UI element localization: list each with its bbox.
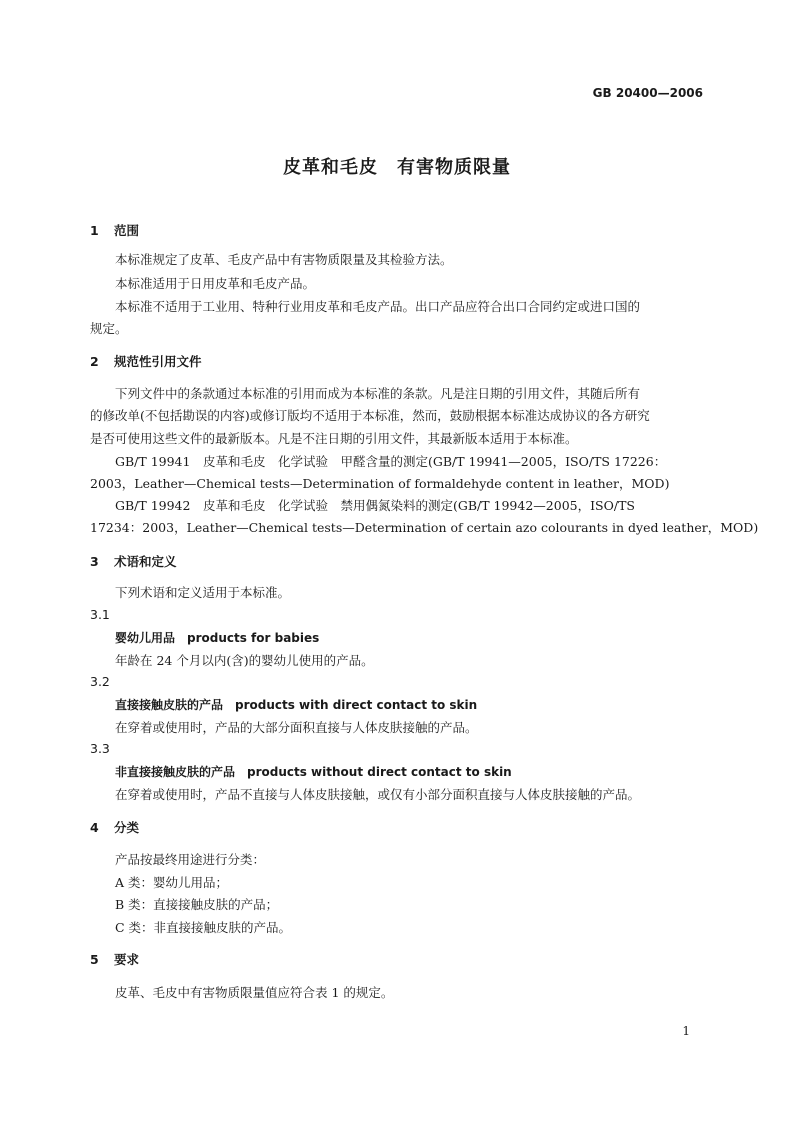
s1-paragraph-3-line-1: 本标准不适用于工业用、特种行业用皮革和毛皮产品。出口产品应符合出口合同约定或进口国的 [115, 299, 641, 314]
section-1-number: 1 [90, 223, 99, 238]
definition-3-1: 年龄在 24 个月以内(含)的婴幼儿使用的产品。 [115, 653, 374, 668]
s2-paragraph-line-2: 的修改单(不包括勘误的内容)或修订版均不适用于本标准，然而，鼓励根据本标准达成协议的各方研究 [90, 408, 650, 423]
s2-paragraph-line-3: 是否可使用这些文件的最新版本。凡是不注日期的引用文件，其最新版本适用于本标准。 [90, 431, 578, 446]
clause-3-3-number: 3.3 [90, 741, 110, 756]
section-5-number: 5 [90, 952, 99, 967]
s1-paragraph-2: 本标准适用于日用皮革和毛皮产品。 [115, 276, 316, 291]
section-5-heading [90, 950, 139, 968]
section-2-title: 规范性引用文件 [114, 354, 202, 369]
section-1-title: 范围 [114, 223, 140, 238]
reference-1-line-1: GB/T 19941 皮革和毛皮 化学试验 甲醛含量的测定(GB/T 19941—2005，ISO/TS 17226： [115, 454, 667, 469]
s2-paragraph-line-1: 下列文件中的条款通过本标准的引用而成为本标准的条款。凡是注日期的引用文件，其随后所有 [115, 386, 641, 401]
term-3-3: 非直接接触皮肤的产品 products without direct contact to skin [115, 765, 512, 779]
definition-3-3: 在穿着或使用时，产品不直接与人体皮肤接触，或仅有小部分面积直接与人体皮肤接触的产品。 [115, 787, 641, 802]
section-1-heading [90, 221, 139, 239]
section-2-heading [90, 352, 202, 370]
section-3-number: 3 [90, 554, 99, 569]
reference-2-line-2: 17234：2003，Leather—Chemical tests—Determination of certain azo colourants in dyed leather，MOD) [90, 520, 759, 535]
standard-number: GB 20400—2006 [592, 86, 703, 100]
s1-paragraph-1: 本标准规定了皮革、毛皮产品中有害物质限量及其检验方法。 [115, 252, 453, 267]
s1-paragraph-3-line-2: 规定。 [90, 321, 128, 336]
reference-2-line-1: GB/T 19942 皮革和毛皮 化学试验 禁用偶氮染料的测定(GB/T 19942—2005，ISO/TS [115, 498, 635, 513]
definition-3-2: 在穿着或使用时，产品的大部分面积直接与人体皮肤接触的产品。 [115, 720, 478, 735]
clause-3-2-number: 3.2 [90, 674, 110, 689]
class-a: A 类：婴幼儿用品； [115, 875, 229, 890]
s3-intro: 下列术语和定义适用于本标准。 [115, 585, 291, 600]
s5-paragraph: 皮革、毛皮中有害物质限量值应符合表 1 的规定。 [115, 985, 394, 1000]
section-4-number: 4 [90, 820, 99, 835]
document-title: 皮革和毛皮 有害物质限量 [283, 157, 511, 178]
section-3-heading [90, 552, 177, 570]
class-c: C 类：非直接接触皮肤的产品。 [115, 920, 292, 935]
page-number: 1 [682, 1024, 690, 1038]
s4-intro: 产品按最终用途进行分类： [115, 852, 266, 867]
section-5-title: 要求 [114, 952, 140, 967]
class-b: B 类：直接接触皮肤的产品； [115, 897, 279, 912]
reference-1-line-2: 2003，Leather—Chemical tests—Determination of formaldehyde content in leather，MOD) [90, 476, 670, 491]
section-4-title: 分类 [114, 820, 140, 835]
clause-3-1-number: 3.1 [90, 607, 110, 622]
term-3-1: 婴幼儿用品 products for babies [115, 631, 320, 645]
section-2-number: 2 [90, 354, 99, 369]
section-4-heading [90, 818, 139, 836]
section-3-title: 术语和定义 [114, 554, 177, 569]
term-3-2: 直接接触皮肤的产品 products with direct contact to skin [115, 698, 478, 712]
